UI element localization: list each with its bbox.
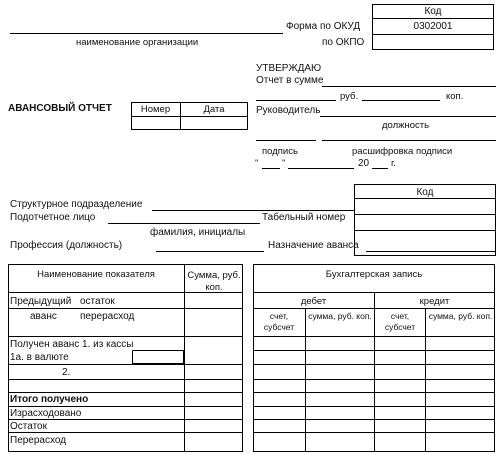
fio-caption: фамилия, инициалы [150, 227, 246, 238]
accounting-entry-header: Бухгалтерская запись [325, 269, 423, 280]
head-line[interactable] [320, 116, 496, 117]
col-sum-header: Сумма, руб. коп. [187, 270, 241, 293]
credit-sum-header: сумма, руб. коп. [428, 311, 493, 321]
spent-label: Израсходовано [10, 408, 82, 419]
approve-title: УТВЕРЖДАЮ [256, 63, 322, 74]
debit-sum-header: сумма, руб. коп. [308, 311, 372, 321]
profession-label: Профессия (должность) [10, 240, 123, 251]
debit-header: дебет [300, 296, 327, 307]
received-currency-label: 1а. в валюте [10, 352, 69, 363]
decoding-caption: расшифровка подписи [352, 146, 453, 157]
profession-line[interactable] [156, 251, 264, 252]
decoding-line[interactable] [322, 140, 496, 141]
year-prefix: 20 [358, 158, 370, 169]
credit-account-header: счет, субсчет [384, 311, 416, 332]
head-label: Руководитель [256, 105, 321, 116]
date-header: Дата [203, 104, 225, 115]
received-2-label: 2. [62, 367, 71, 378]
col-name-header: Наименование показателя [37, 269, 155, 280]
fields-code-header: Код [416, 187, 434, 198]
report-sum-label: Отчет в сумме [256, 75, 324, 86]
okud-label: Форма по ОКУД [286, 21, 361, 32]
date-quote-open: " [255, 158, 259, 169]
month-line[interactable] [288, 168, 354, 169]
purpose-label: Назначение аванса [268, 240, 359, 251]
rub-label: руб. [340, 91, 359, 102]
advance-label: аванс [30, 311, 57, 322]
year-line[interactable] [372, 168, 388, 169]
signature-caption: подпись [262, 146, 298, 157]
position-caption: должность [382, 120, 430, 131]
date-quote-close: " [282, 158, 286, 169]
received-cash-label: Получен аванс 1. из кассы [10, 339, 134, 350]
credit-header: кредит [419, 296, 450, 307]
purpose-line[interactable] [366, 251, 496, 252]
prev-balance-label-2: остаток [80, 296, 115, 307]
accountable-label: Подотчетное лицо [10, 212, 96, 223]
tab-number-label: Табельный номер [262, 212, 346, 223]
currency-input[interactable] [132, 350, 184, 364]
prev-balance-label-1: Предыдущий [10, 296, 72, 307]
day-line[interactable] [262, 168, 280, 169]
kop-line[interactable] [362, 100, 440, 101]
struct-unit-label: Структурное подразделение [10, 199, 143, 210]
organization-caption: наименование организации [76, 37, 199, 48]
doc-title: АВАНСОВЫЙ ОТЧЕТ [8, 103, 112, 114]
balance-label: Остаток [10, 421, 47, 432]
code-header: Код [424, 6, 442, 17]
debit-account-header: счет, субсчет [263, 311, 295, 332]
overspend-top-label: перерасход [80, 311, 135, 322]
struct-unit-line[interactable] [152, 210, 354, 211]
signature-line[interactable] [256, 140, 316, 141]
okpo-label: по ОКПО [322, 37, 365, 48]
number-cell[interactable] [132, 117, 180, 129]
report-sum-words-line[interactable] [256, 100, 336, 101]
overspend-label: Перерасход [10, 435, 67, 446]
accountable-line[interactable] [108, 223, 260, 224]
organization-line[interactable] [10, 33, 283, 34]
number-header: Номер [140, 104, 171, 115]
total-received-label: Итого получено [10, 394, 89, 405]
date-cell[interactable] [181, 117, 247, 129]
kop-label: коп. [446, 91, 464, 102]
report-sum-line[interactable] [322, 86, 496, 87]
okud-code-value: 0302001 [413, 21, 453, 32]
year-suffix: г. [391, 158, 396, 169]
